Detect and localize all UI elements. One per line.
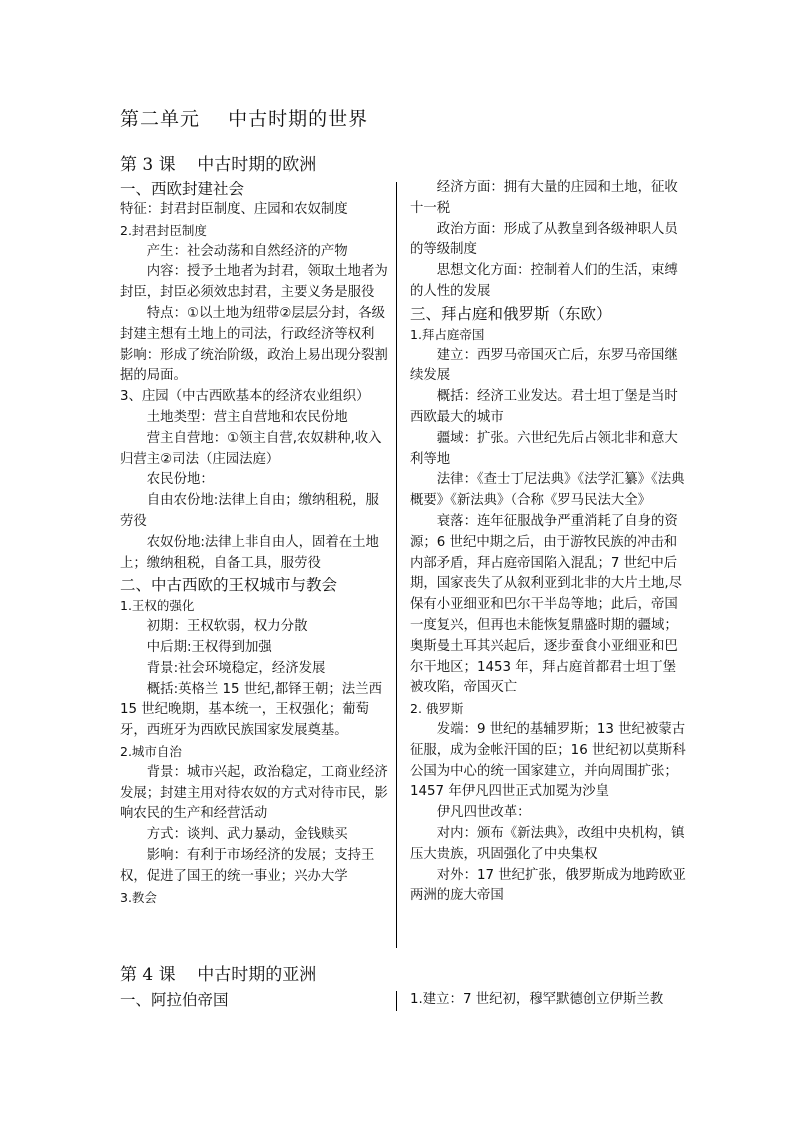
paragraph: 2.封君封臣制度 — [120, 222, 207, 238]
paragraph: 初期：王权软弱，权力分散 — [146, 619, 308, 635]
paragraph: 思想文化方面：控制着人们的生活，束缚的人性的发展 — [410, 263, 678, 299]
paragraph: 中后期:王权得到加强 — [146, 639, 272, 655]
lesson-3-left-column — [120, 178, 390, 908]
paragraph: 二、中古西欧的王权城市与教会 — [120, 576, 338, 595]
paragraph-founding: 1.建立：7 世纪初，穆罕默德创立伊斯兰教 — [410, 992, 664, 1007]
paragraph: 对外：17 世纪扩张，俄罗斯成为地跨欧亚两洲的庞大帝国 — [410, 867, 686, 904]
paragraph: 背景：城市兴起，政治稳定，工商业经济发展；封建主用对待农奴的方式对待市民，影响农民的生产和经营活动 — [120, 764, 388, 822]
lesson-3-title: 第 3 课 中古时期的欧洲 — [120, 155, 317, 175]
paragraph: 影响：形成了统治阶级，政治上易出现分裂割据的局面。 — [120, 347, 388, 384]
lesson-4-title: 第 4 课 中古时期的亚洲 — [120, 965, 317, 985]
column-divider — [396, 182, 397, 948]
paragraph: 概括:英格兰 15 世纪,都铎王朝；法兰西 15 世纪晚期，基本统一，王权强化；葡萄牙，西班牙为西欧民族国家发展奠基。 — [120, 681, 382, 739]
paragraph: 伊凡四世改革： — [436, 805, 531, 821]
lesson-4-right-column — [410, 990, 687, 1011]
paragraph: 政治方面：形成了从教皇到各级神职人员的等级制度 — [410, 221, 678, 258]
paragraph: 发端：9 世纪的基辅罗斯；13 世纪被蒙古征服，成为金帐汗国的臣；16 世纪初以莫斯科公国为中心的统一国家建立，并向周围扩张；1457 年伊凡四世正式加冕为沙皇 — [410, 721, 686, 800]
paragraph: 自由农份地:法律上自由；缴纳租税，服劳役 — [120, 493, 379, 529]
paragraph: 特点：①以土地为纽带②层层分封，各级封建主想有土地上的司法，行政经济等权利 — [120, 305, 386, 342]
paragraph: 概括：经济工业发达。君士坦丁堡是当时西欧最大的城市 — [410, 389, 678, 425]
section-heading-arab-empire: 一、阿拉伯帝国 — [120, 991, 229, 1009]
paragraph: 背景:社会环境稳定，经济发展 — [146, 660, 326, 676]
paragraph: 内容：授予土地者为封君，领取土地者为封臣，封臣必须效忠封君，主要义务是服役 — [120, 264, 388, 301]
unit-title: 第二单元 中古时期的世界 — [120, 108, 369, 130]
paragraph: 三、拜占庭和俄罗斯（东欧） — [410, 304, 612, 323]
paragraph: 一、西欧封建社会 — [120, 180, 245, 198]
paragraph: 2. 俄罗斯 — [410, 701, 464, 717]
paragraph: 1.王权的强化 — [120, 598, 195, 614]
paragraph: 产生：社会动荡和自然经济的产物 — [146, 243, 348, 259]
lesson-3-right-column — [410, 178, 687, 907]
paragraph: 疆域：扩张。六世纪先后占领北非和意大利等地 — [410, 430, 678, 467]
paragraph: 特征：封君封臣制度、庄园和农奴制度 — [120, 202, 348, 217]
paragraph: 营主自营地：①领主自营,农奴耕种,收入归营主②司法（庄园法庭） — [120, 430, 382, 467]
lesson-4-left-column — [120, 989, 390, 1011]
paragraph: 1.拜占庭帝国 — [410, 326, 485, 342]
paragraph: 经济方面：拥有大量的庄园和土地，征收十一税 — [410, 180, 678, 216]
paragraph: 农民份地： — [146, 472, 214, 488]
paragraph: 农奴份地:法律上非自由人，固着在土地上；缴纳租税，自备工具，服劳役 — [120, 534, 379, 571]
paragraph: 影响：有利于市场经济的发展；支持王权，促进了国王的统一事业；兴办大学 — [120, 847, 375, 884]
paragraph: 2.城市自治 — [120, 743, 182, 759]
paragraph: 3、庄园（中古西欧基本的经济农业组织） — [120, 389, 370, 405]
paragraph: 法律：《查士丁尼法典》《法学汇纂》《法典概要》《新法典》（合称《罗马民法大全》 — [410, 472, 685, 509]
paragraph: 3.教会 — [120, 889, 157, 905]
column-divider-lower — [396, 991, 397, 1011]
paragraph: 对内：颁布《新法典》，改组中央机构，镇压大贵族，巩固强化了中央集权 — [410, 825, 685, 862]
paragraph: 方式：谈判、武力暴动，金钱赎买 — [146, 827, 348, 843]
paragraph: 建立：西罗马帝国灭亡后，东罗马帝国继续发展 — [410, 347, 678, 384]
paragraph: 衰落：连年征服战争严重消耗了自身的资源；6 世纪中期之后，由于游牧民族的冲击和内部矛盾，拜占庭帝国陷入混乱；7 世纪中后期，国家丧失了从叙利亚到北非的大片土地,尽保有小亚细亚和巴尔干半岛等地；此后，帝国一度复兴，但再也未能恢复鼎盛时期的疆域；奥斯曼土耳其兴起后，逐步蚕食小亚细亚和巴尔干地区；1453 年，拜占庭首都君士坦丁堡被攻陷，帝国灭亡 — [410, 513, 683, 696]
paragraph: 土地类型：营主自营地和农民份地 — [146, 409, 348, 425]
